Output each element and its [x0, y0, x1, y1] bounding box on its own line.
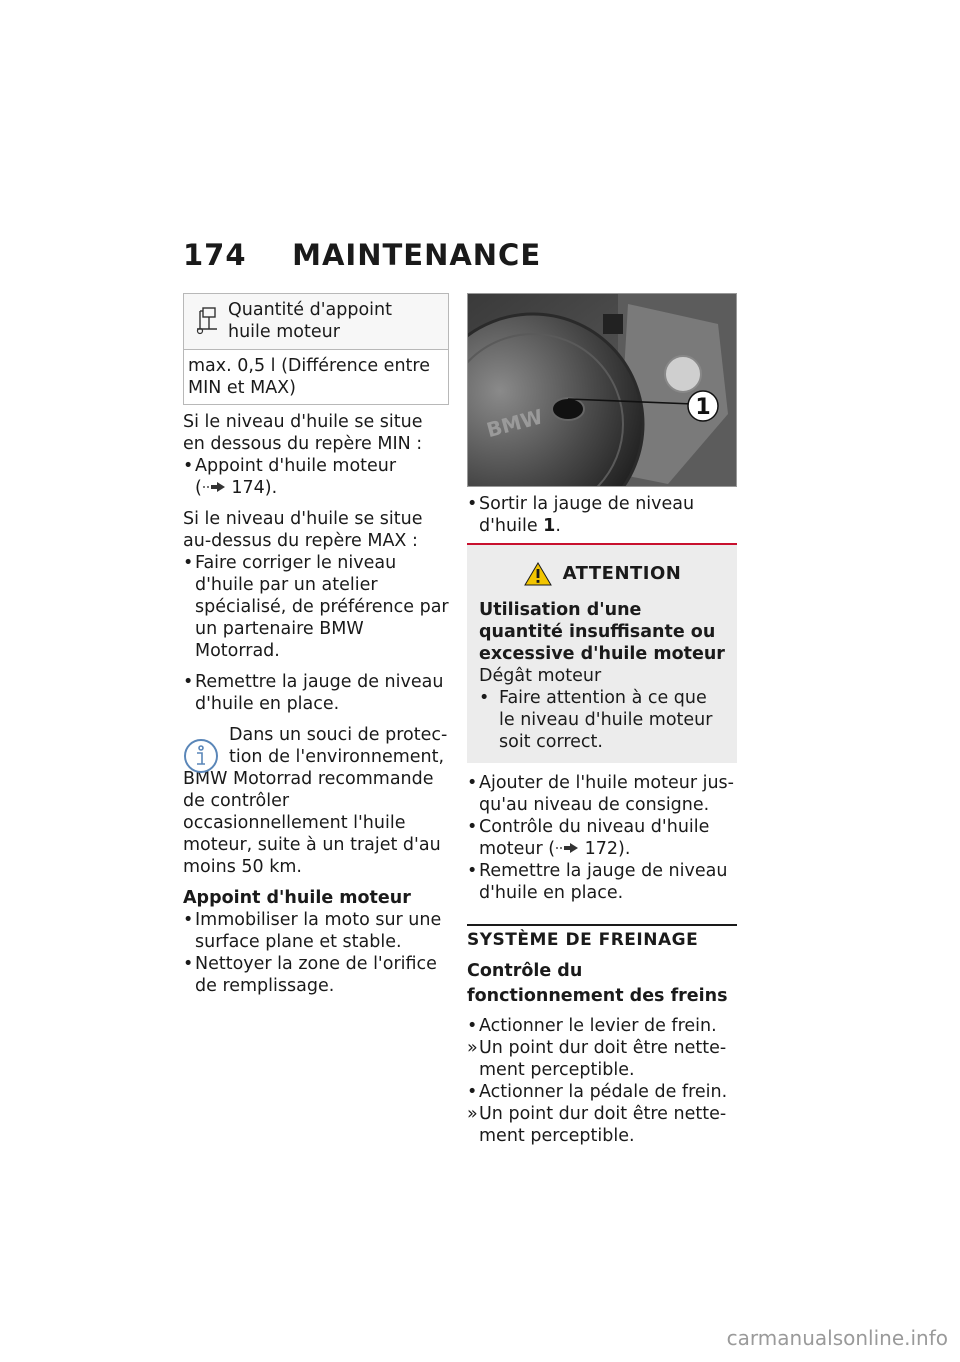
bullet-icon: • [467, 861, 478, 881]
list-item: • Immobiliser la moto sur une surface plane et stable. [183, 910, 442, 952]
list-item: • Nettoyer la zone de l'orifice de remplissage. [183, 954, 437, 996]
callout-ref: 1 [543, 516, 556, 536]
bullet-icon: • [183, 910, 194, 930]
list-item: • Appoint d'huile moteur ( 174). [183, 456, 397, 498]
photo-brand-text: BMW [483, 404, 546, 443]
bullet-icon: • [183, 553, 194, 573]
warning-box [467, 545, 737, 763]
photo-callout-number: 1 [695, 395, 711, 420]
section-title: SYSTÈME DE FREINAGE [467, 930, 699, 950]
spec-label: Quantité d'appoint huile moteur [228, 300, 392, 342]
paragraph-below-min: Si le niveau d'huile se situe en dessous du repère MIN : [183, 412, 423, 454]
bullet-icon: • [467, 773, 478, 793]
list-item: • Actionner la pédale de frein. [467, 1082, 728, 1102]
result-item: » Un point dur doit être nette-ment perceptible. [467, 1038, 727, 1080]
bullet-icon: • [467, 494, 478, 514]
right-column [467, 293, 737, 1147]
engine-photo [467, 293, 737, 487]
bullet-icon: • [479, 688, 490, 708]
spec-table [183, 293, 449, 405]
oil-quantity-icon [196, 299, 228, 343]
list-item: • Faire corriger le niveau d'huile par un atelier spécialisé, de préférence par un partenaire BMW Motorrad. [183, 553, 449, 661]
result-item: » Un point dur doit être nette-ment perceptible. [467, 1104, 727, 1146]
bullet-icon: • [183, 456, 194, 476]
list-item: • Actionner le levier de frein. [467, 1016, 717, 1036]
warning-title: ATTENTION [479, 561, 725, 587]
section-rule [467, 924, 737, 926]
warning-consequence: Dégât moteur [479, 666, 602, 686]
list-item: • Sortir la jauge de niveau d'huile 1. [467, 494, 695, 536]
bullet-icon: • [467, 1016, 478, 1036]
page-ref-arrow-icon [555, 839, 579, 859]
page-ref-arrow-icon [202, 478, 226, 498]
bullet-text: Appoint d'huile moteur [195, 456, 397, 476]
info-text-rest: BMW Motorrad recommande de contrôler occasionnellement l'huile moteur, suite à un trajet d'au moins 50 km. [183, 769, 441, 877]
left-column [183, 293, 449, 997]
list-item: • Contrôle du niveau d'huile moteur ( 172). [467, 817, 710, 859]
info-icon [183, 738, 219, 780]
environment-info-note [183, 724, 449, 878]
paragraph-above-max: Si le niveau d'huile se situe au-dessus du repère MAX : [183, 509, 423, 551]
page-header [183, 238, 541, 272]
list-item: • Remettre la jauge de niveau d'huile en place. [467, 861, 728, 903]
watermark: carmanualsonline.info [726, 1326, 948, 1350]
bullet-icon: • [183, 954, 194, 974]
bullet-icon: • [467, 817, 478, 837]
spec-header [184, 294, 448, 350]
page-number: 174 [183, 238, 247, 272]
result-arrow-icon: » [467, 1104, 478, 1124]
bullet-icon: • [467, 1082, 478, 1102]
page-ref[interactable]: 172). [584, 839, 631, 859]
info-text-line2: tion de l'environnement, [229, 747, 445, 767]
result-arrow-icon: » [467, 1038, 478, 1058]
bullet-icon: • [183, 672, 194, 692]
chapter-title: MAINTENANCE [292, 238, 542, 272]
subsection-heading: Contrôle du fonctionnement des freins [467, 961, 728, 1006]
section-heading: Appoint d'huile moteur [183, 888, 411, 908]
warning-action: • Faire attention à ce que le niveau d'huile moteur soit correct. [479, 688, 713, 752]
list-item: • Remettre la jauge de niveau d'huile en place. [183, 672, 444, 714]
list-item: • Ajouter de l'huile moteur jus-qu'au niveau de consigne. [467, 773, 734, 815]
warning-triangle-icon [523, 561, 553, 587]
page-ref[interactable]: 174). [231, 478, 278, 498]
info-text-line1: Dans un souci de protec- [229, 725, 448, 745]
spec-value: max. 0,5 l (Différence entre MIN et MAX) [188, 356, 430, 398]
warning-heading: Utilisation d'une quantité insuffisante ou excessive d'huile moteur [479, 600, 725, 664]
